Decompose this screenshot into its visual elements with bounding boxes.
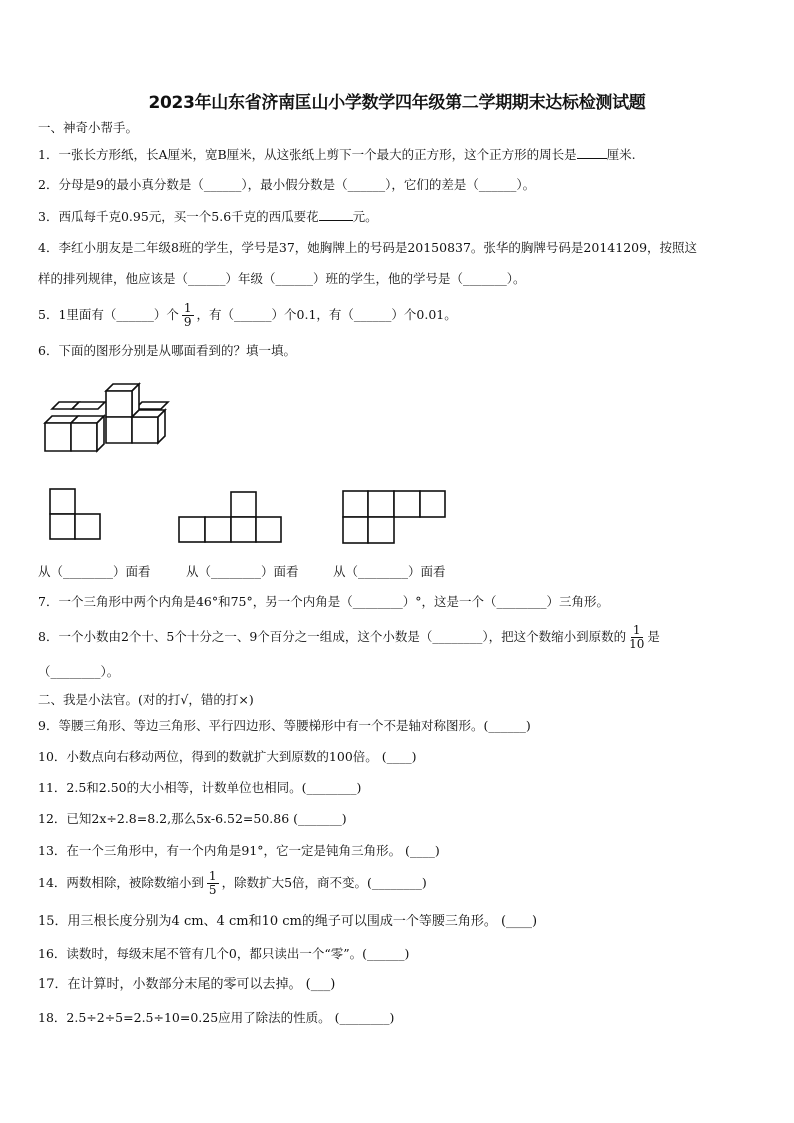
view-caption-3: 从（________）面看 [333,564,446,579]
view-figure-3 [342,490,448,546]
question-11: 11．2.5和2.50的大小相等，计数单位也相同。(________) [38,780,362,795]
question-2: 2．分母是9的最小真分数是（______），最小假分数是（______），它们的差是（______）。 [38,177,536,192]
page-title: 2023年山东省济南匡山小学数学四年级第二学期期末达标检测试题 [148,93,646,113]
question-13: 13．在一个三角形中，有一个内角是91°，它一定是钝角三角形。 (____) [38,843,440,858]
question-1-unit: 厘米. [606,147,636,162]
question-7: 7．一个三角形中两个内角是46°和75°，另一个内角是（________）°，这是一个（________）三角形。 [38,594,610,609]
fraction-one-ninth [182,302,194,329]
question-3 [38,208,378,225]
view-caption-1: 从（________）面看 [38,564,151,579]
question-4-line-2: 样的排列规律，他应该是（______）年级（______）班的学生，他的学号是（_______）。 [38,271,526,286]
question-3-unit: 元。 [352,209,378,224]
section-heading-1: 一、神奇小帮手。 [38,120,139,135]
question-4-line-1: 4．李红小朋友是二年级8班的学生，学号是37，她胸牌上的号码是20150837。张华的胸牌号码是20141209，按照这 [38,240,698,255]
question-18: 18．2.5÷2÷5=2.5÷10=0.25应用了除法的性质。 (________) [38,1010,395,1025]
fraction-one-tenth [629,624,644,651]
fraction-denominator: 10 [629,637,645,651]
section-heading-2: 二、我是小法官。(对的打√，错的打×) [38,692,254,707]
view-figure-2 [178,491,284,545]
question-14-text-end: ，除数扩大5倍，商不变。(________) [221,875,427,890]
question-1 [38,146,636,163]
fraction-denominator: 9 [183,315,192,329]
answer-blank[interactable] [577,146,607,159]
question-16: 16．读数时，每级末尾不管有几个0，都只读出一个“零”。(______) [38,946,410,961]
question-6: 6．下面的图形分别是从哪面看到的？填一填。 [38,343,296,358]
question-15: 15．用三根长度分别为4 cm、4 cm和10 cm的绳子可以围成一个等腰三角形。 (____) [38,914,538,929]
question-8-line-2: （________）。 [38,664,120,679]
answer-blank[interactable] [319,208,353,221]
question-5 [38,300,457,330]
fraction-numerator: 1 [183,301,192,315]
view-caption-2: 从（________）面看 [186,564,299,579]
question-14-text: 14．两数相除，被除数缩小到 [38,875,204,890]
cube-stack-figure [40,383,170,458]
question-10: 10．小数点向右移动两位，得到的数就扩大到原数的100倍。 (____) [38,749,417,764]
question-5-text-end: ，有（______）个0.1，有（______）个0.01。 [196,307,457,322]
view-figure-1 [49,488,103,542]
fraction-denominator: 5 [208,883,217,897]
fraction-numerator: 1 [632,623,641,637]
question-17: 17．在计算时，小数部分末尾的零可以去掉。 (___) [38,977,336,992]
fraction-one-fifth [207,870,219,897]
question-12: 12．已知2x÷2.8=8.2,那么5x-6.52=50.86 (_______) [38,811,347,826]
question-8-text-end: 是 [647,629,660,644]
question-14 [38,865,427,901]
question-8-text: 8．一个小数由2个十、5个十分之一、9个百分之一组成，这个小数是（________），把这个数缩小到原数的 [38,629,627,644]
question-5-text: 5．1里面有（______）个 [38,307,179,322]
question-9: 9．等腰三角形、等边三角形、平行四边形、等腰梯形中有一个不是轴对称图形。(______) [38,718,531,733]
question-3-text: 3．西瓜每千克0.95元，买一个5.6千克的西瓜要花 [38,209,319,224]
question-8 [38,620,660,654]
question-1-text: 1．一张长方形纸，长A厘米，宽B厘米，从这张纸上剪下一个最大的正方形，这个正方形的周长是 [38,147,577,162]
fraction-numerator: 1 [208,869,217,883]
